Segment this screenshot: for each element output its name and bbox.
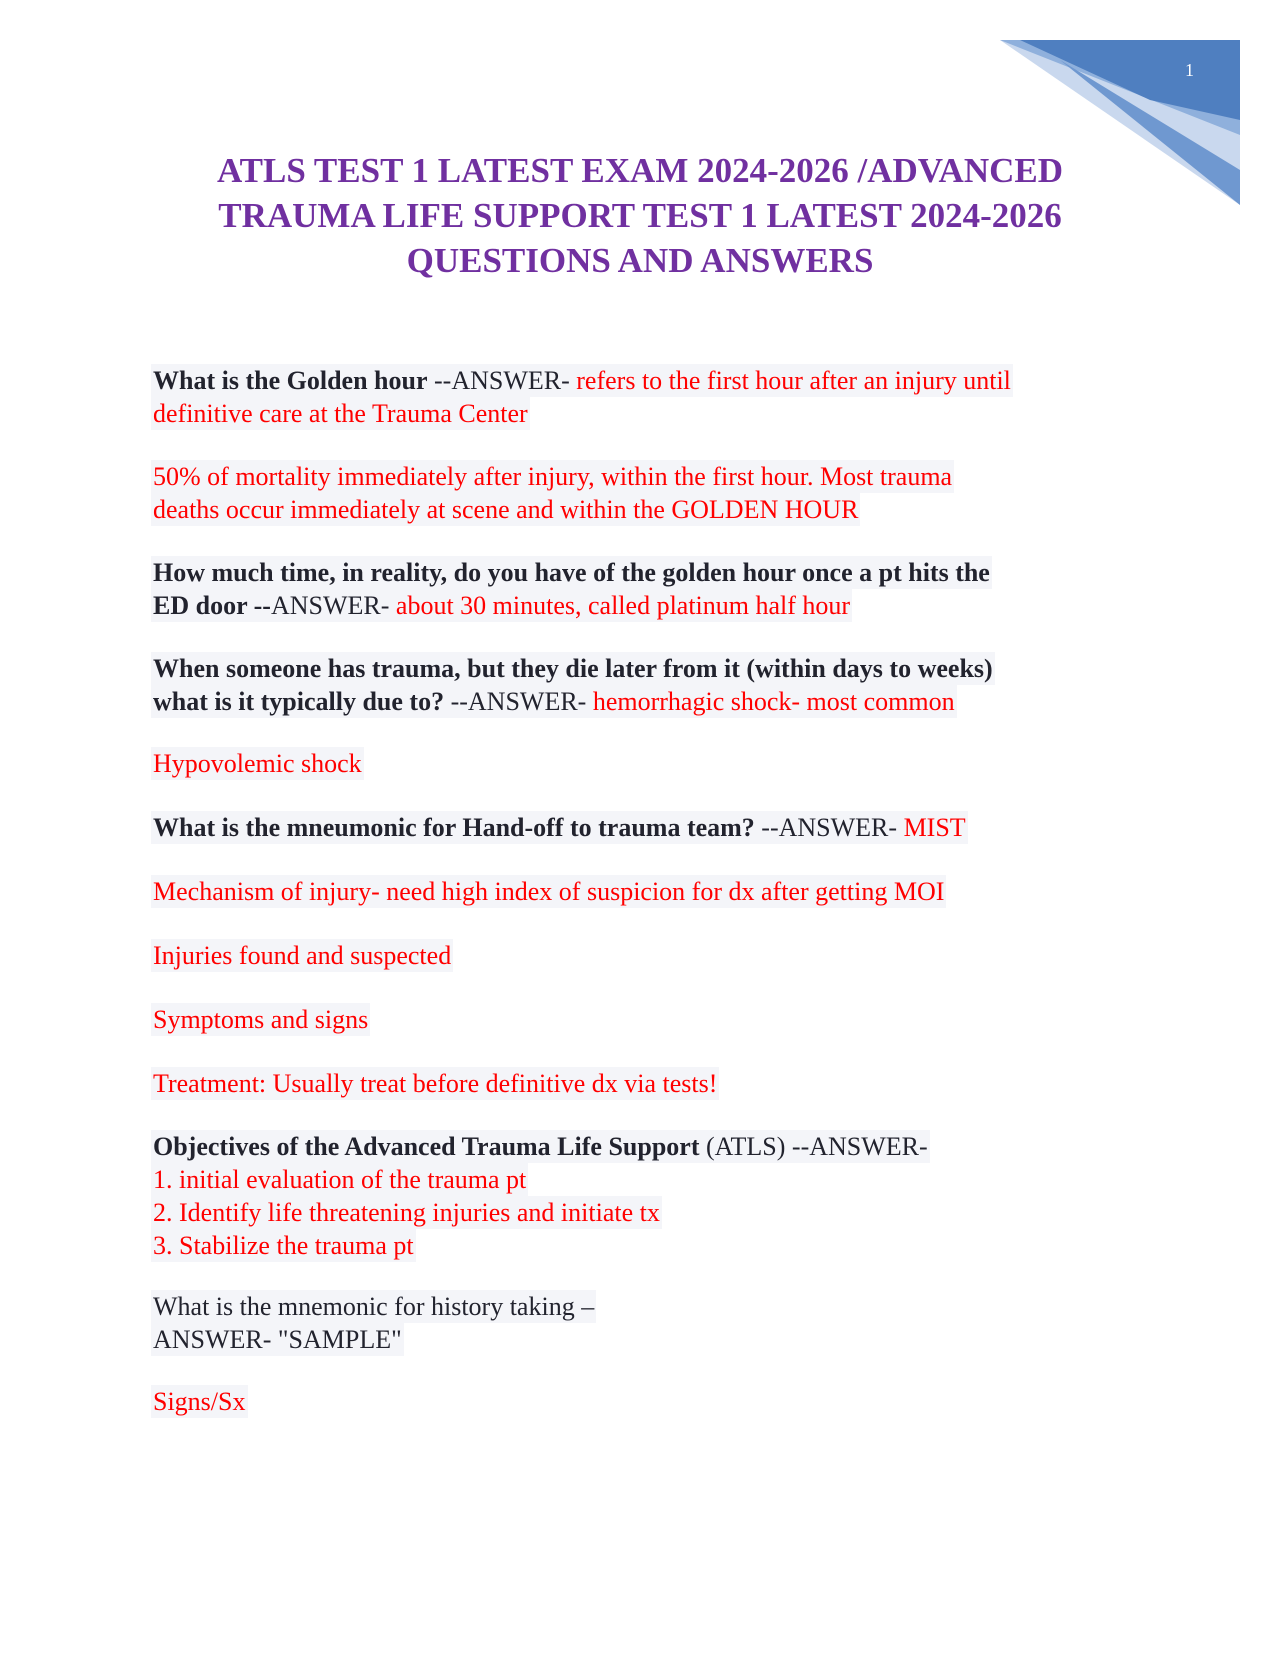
question-text: What is the mneumonic for Hand-off to trauma team? [153,813,755,842]
answer-label: --ANSWER- [754,813,904,842]
title-line: TRAUMA LIFE SUPPORT TEST 1 LATEST 2024-2026 [218,196,1062,235]
mist-item [151,939,453,972]
answer-text: Signs/Sx [153,1387,246,1416]
answer-extra [151,747,364,780]
answer-text: Injuries found and suspected [153,941,452,970]
title-line: ATLS TEST 1 LATEST EXAM 2024-2026 /ADVANCED [216,151,1064,190]
title-line: QUESTIONS AND ANSWERS [406,241,874,280]
document-title [150,148,1130,283]
answer-label: --ANSWER- [785,1132,928,1161]
qa-atls-objectives [151,1130,930,1262]
mist-item [151,1067,719,1100]
question-text: what is it typically due to? [153,687,445,716]
answer-label: --ANSWER- [444,687,593,716]
answer-text: about 30 minutes, called platinum half hour [395,591,851,620]
answer-text: 50% of mortality immediately after injury, within the first hour. Most trauma [153,462,953,491]
answer-text: deaths occur immediately at scene and within the GOLDEN HOUR [153,495,859,524]
answer-extra [151,1385,248,1418]
answer-text: Hypovolemic shock [153,749,362,778]
answer-extra [151,460,954,526]
mist-item [151,875,946,908]
question-text: Objectives of the Advanced Trauma Life Support [153,1132,700,1161]
page-number: 1 [1185,60,1194,80]
qa-time-reality [151,556,992,622]
answer-text: Treatment: Usually treat before definitive dx via tests! [153,1069,718,1098]
answer-text: Mechanism of injury- need high index of suspicion for dx after getting MOI [153,877,945,906]
answer-text: ANSWER- "SAMPLE" [153,1325,402,1354]
mist-item [151,1003,370,1036]
question-text: ED door -- [153,591,271,620]
answer-text: refers to the first hour after an injury until [576,366,1011,395]
question-text: How much time, in reality, do you have of the golden hour once a pt hits the [153,558,990,587]
list-item: 2. Identify life threatening injuries and initiate tx [153,1198,660,1227]
answer-text: MIST [903,813,966,842]
qa-mist [151,811,968,844]
question-text: (ATLS) [699,1132,786,1161]
list-item: 3. Stabilize the trauma pt [153,1231,414,1260]
question-text: What is the Golden hour [153,366,428,395]
qa-sample [151,1290,596,1356]
answer-text: hemorrhagic shock- most common [592,687,955,716]
answer-label: --ANSWER- [427,366,577,395]
answer-label: ANSWER- [270,591,396,620]
qa-late-death [151,652,995,718]
list-item: 1. initial evaluation of the trauma pt [153,1165,527,1194]
question-text: What is the mnemonic for history taking – [153,1292,595,1321]
question-text: When someone has trauma, but they die later from it (within days to weeks) [153,654,993,683]
answer-text: definitive care at the Trauma Center [153,399,528,428]
qa-golden-hour [151,364,1013,430]
answer-text: Symptoms and signs [153,1005,369,1034]
